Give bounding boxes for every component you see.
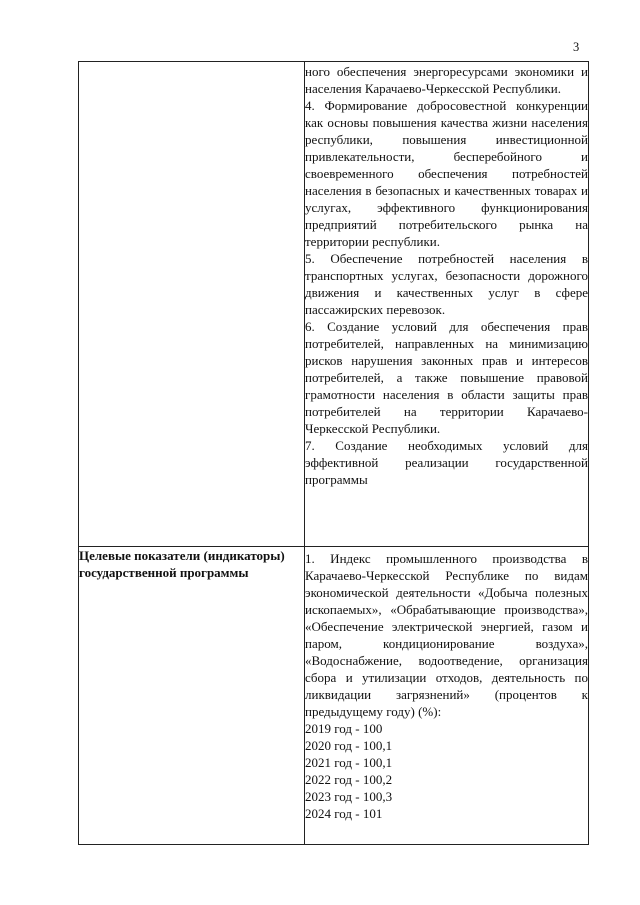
year-value-line: 2024 год - 101 [305, 806, 383, 821]
table-row [79, 547, 589, 845]
row-content-indicators [305, 547, 589, 845]
objective-paragraph: ного обеспечения энергоресурсами экономики и населения Карачаево-Черкесской Республики. [305, 64, 588, 96]
year-value-line: 2021 год - 100,1 [305, 755, 393, 770]
objective-paragraph: 5. Обеспечение потребностей населения в транспортных услугах, безопасности дорожного движения и качественных услуг в сфере пассажирских перевозок. [305, 251, 588, 317]
passport-table [78, 61, 589, 845]
row-content-objectives [305, 62, 589, 547]
objective-paragraph: 7. Создание необходимых условий для эффективной реализации государственной программы [305, 438, 588, 487]
objective-paragraph: 6. Создание условий для обеспечения прав потребителей, направленных на минимизацию рисков нарушения законных прав и интересов потребителей, а также повышение правовой грамотности населения в области защиты прав потребителей на территории Карачаево-Черкесской Республики. [305, 319, 588, 436]
year-value-line: 2019 год - 100 [305, 721, 383, 736]
row-label-empty [79, 62, 305, 547]
page-number: 3 [573, 40, 580, 54]
table-row [79, 62, 589, 547]
indicator-paragraph: 1. Индекс промышленного производства в Карачаево-Черкесской Республике по видам экономической деятельности «Добыча полезных ископаемых», «Обрабатывающие производства», «Обеспечение электрической энергией, газом и паром, кондиционирование воздуха», «Водоснабжение, водоотведение, организация сбора и утилизации отходов, деятельность по ликвидации загрязнений» (процентов к предыдущему году) (%): [305, 551, 588, 719]
year-value-line: 2023 год - 100,3 [305, 789, 393, 804]
year-value-line: 2022 год - 100,2 [305, 772, 393, 787]
row-label-indicators: Целевые показатели (индикаторы) государственной программы [79, 547, 305, 845]
year-value-line: 2020 год - 100,1 [305, 738, 393, 753]
objective-paragraph: 4. Формирование добросовестной конкуренции как основы повышения качества жизни населения республики, повышения инвестиционной привлекательности, бесперебойного и своевременного обеспечения потребностей населения в безопасных и качественных товарах и услугах, эффективного функционирования предприятий потребительского рынка на территории республики. [305, 98, 588, 249]
